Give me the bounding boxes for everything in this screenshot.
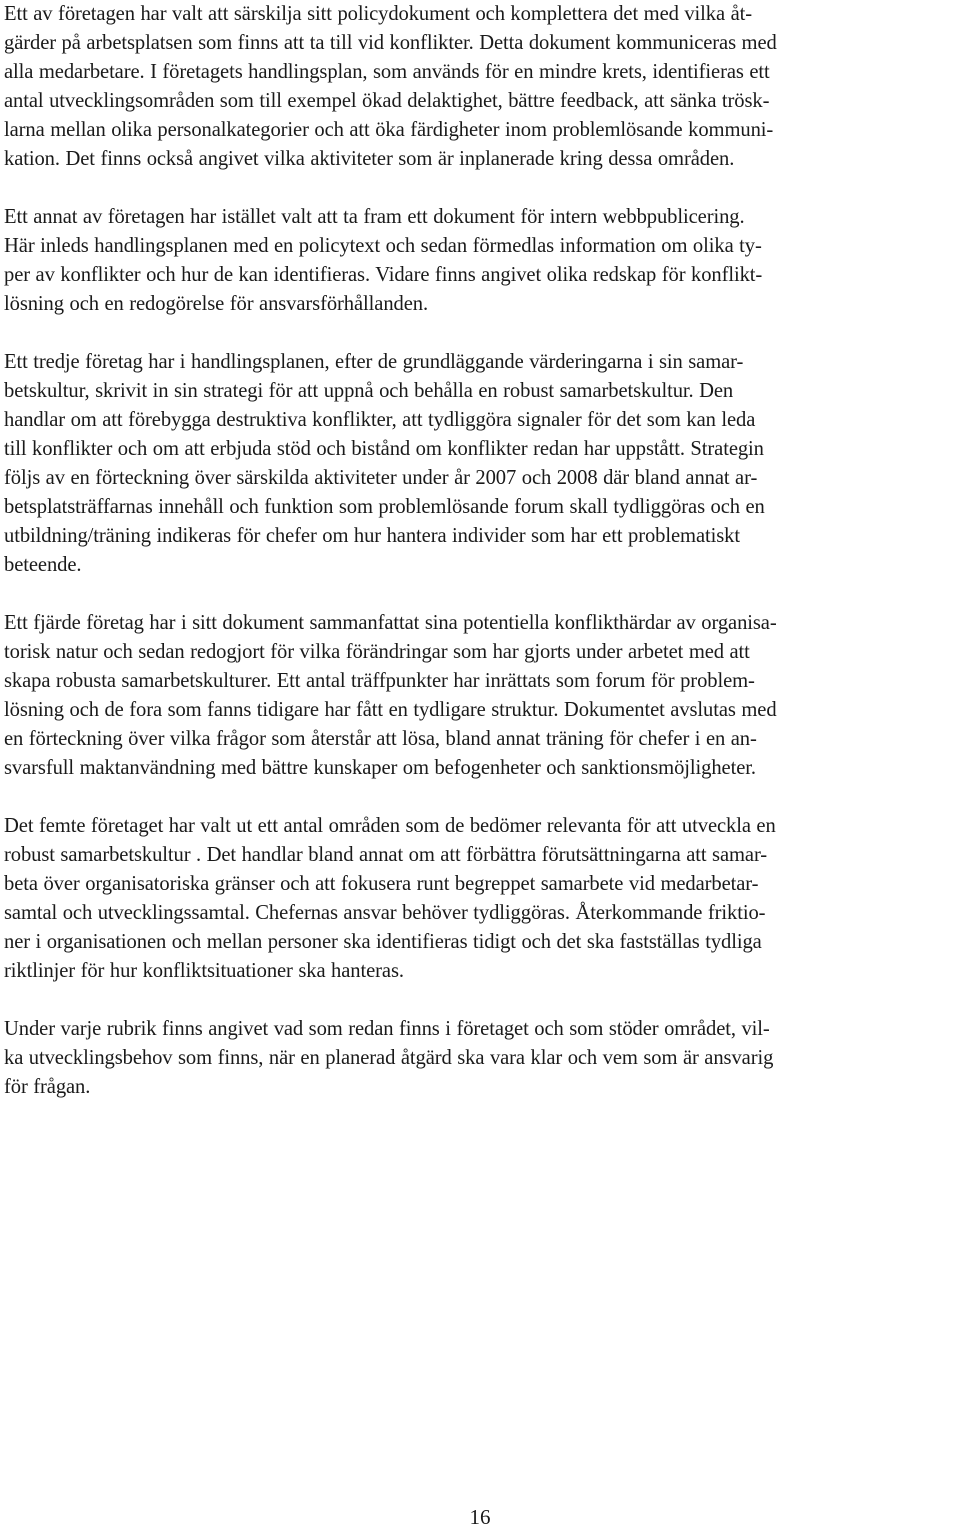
text-line: alla medarbetare. I företagets handlingsplan, som används för en mindre krets, identifieras ett	[4, 61, 770, 83]
text-line: Ett fjärde företag har i sitt dokument sammanfattat sina potentiella konflikthärdar av organisa-	[4, 612, 777, 634]
text-line: beta över organisatoriska gränser och att fokusera runt begreppet samarbete vid medarbetar-	[4, 873, 759, 895]
text-line: larna mellan olika personalkategorier och att öka färdigheter inom problemlösande kommuni-	[4, 119, 774, 141]
paragraph	[4, 1015, 960, 1102]
paragraph-gap	[4, 174, 960, 203]
text-line: Här inleds handlingsplanen med en policytext och sedan förmedlas information om olika ty-	[4, 235, 762, 257]
text-line: ka utvecklingsbehov som finns, när en planerad åtgärd ska vara klar och vem som är ansvarig	[4, 1047, 774, 1069]
text-line: kation. Det finns också angivet vilka aktiviteter som är inplanerade kring dessa områden.	[4, 148, 735, 170]
text-line: beteende.	[4, 554, 82, 576]
paragraph	[4, 0, 960, 174]
paragraph	[4, 812, 960, 986]
body-text	[4, 0, 960, 1102]
paragraph-gap	[4, 319, 960, 348]
text-line: skapa robusta samarbetskulturer. Ett antal träffpunkter har inrättats som forum för problem-	[4, 670, 755, 692]
page-number: 16	[469, 1505, 491, 1529]
text-line: samtal och utvecklingssamtal. Chefernas ansvar behöver tydliggöras. Återkommande friktio-	[4, 902, 766, 924]
text-line: ner i organisationen och mellan personer ska identifieras tidigt och det ska fastställas tydliga	[4, 931, 762, 953]
paragraph	[4, 609, 960, 783]
text-line: utbildning/träning indikeras för chefer om hur hantera individer som har ett problematiskt	[4, 525, 740, 547]
text-line: Det femte företaget har valt ut ett antal områden som de bedömer relevanta för att utveckla en	[4, 815, 776, 837]
text-line: per av konflikter och hur de kan identifieras. Vidare finns angivet olika redskap för konflikt-	[4, 264, 763, 286]
paragraph	[4, 203, 960, 319]
text-line: betskultur, skrivit in sin strategi för att uppnå och behålla en robust samarbetskultur. Den	[4, 380, 734, 402]
paragraph	[4, 348, 960, 580]
paragraph-gap	[4, 783, 960, 812]
text-line: Under varje rubrik finns angivet vad som redan finns i företaget och som stöder området, vil-	[4, 1018, 770, 1040]
text-line: betsplatsträffarnas innehåll och funktion som problemlösande forum skall tydliggöras och en	[4, 496, 765, 518]
text-line: till konflikter och om att erbjuda stöd och bistånd om konflikter redan har uppstått. Strategin	[4, 438, 764, 460]
text-line: lösning och en redogörelse för ansvarsförhållanden.	[4, 293, 429, 315]
text-line: följs av en förteckning över särskilda aktiviteter under år 2007 och 2008 där bland annat ar-	[4, 467, 758, 489]
text-line: gärder på arbetsplatsen som finns att ta till vid konflikter. Detta dokument kommuniceras med	[4, 32, 777, 54]
text-line: för frågan.	[4, 1076, 91, 1098]
text-line: lösning och de fora som fanns tidigare har fått en tydligare struktur. Dokumentet avslutas med	[4, 699, 777, 721]
text-line: en förteckning över vilka frågor som återstår att lösa, bland annat träning för chefer i en an-	[4, 728, 757, 750]
text-line: riktlinjer för hur konfliktsituationer ska hanteras.	[4, 960, 404, 982]
text-line: handlar om att förebygga destruktiva konflikter, att tydliggöra signaler för det som kan leda	[4, 409, 756, 431]
text-line: antal utvecklingsområden som till exempel ökad delaktighet, bättre feedback, att sänka trösk-	[4, 90, 770, 112]
text-line: Ett tredje företag har i handlingsplanen, efter de grundläggande värderingarna i sin samar-	[4, 351, 744, 373]
paragraph-gap	[4, 986, 960, 1015]
text-line: svarsfull maktanvändning med bättre kunskaper om befogenheter och sanktionsmöjligheter.	[4, 757, 756, 779]
paragraph-gap	[4, 580, 960, 609]
text-line: torisk natur och sedan redogjort för vilka förändringar som har gjorts under arbetet med att	[4, 641, 750, 663]
text-line: Ett annat av företagen har istället valt att ta fram ett dokument för intern webbpublicering.	[4, 206, 745, 228]
text-line: robust samarbetskultur . Det handlar bland annat om att förbättra förutsättningarna att samar-	[4, 844, 768, 866]
text-line: Ett av företagen har valt att särskilja sitt policydokument och komplettera det med vilka åt-	[4, 3, 752, 25]
